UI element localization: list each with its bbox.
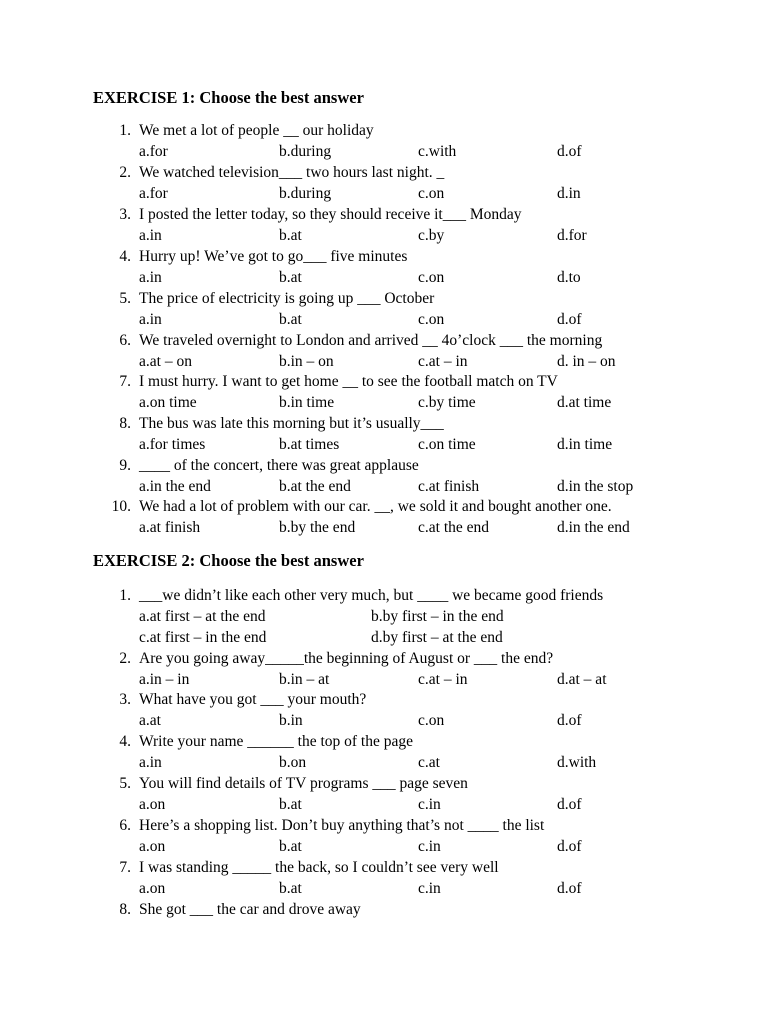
question-text: We traveled overnight to London and arrived __ 4o’clock ___ the morning bbox=[139, 332, 603, 349]
question-number: 5. bbox=[119, 775, 131, 792]
option-c: c.by time bbox=[418, 394, 476, 411]
option-c: c.on bbox=[418, 185, 445, 202]
option-b: b.in – on bbox=[279, 353, 334, 370]
option-a: a.on time bbox=[139, 394, 197, 411]
question-text: I posted the letter today, so they should receive it___ Monday bbox=[139, 206, 522, 223]
question-number: 7. bbox=[119, 859, 131, 876]
question-number: 1. bbox=[119, 587, 131, 604]
question-text: Hurry up! We’ve got to go___ five minutes bbox=[139, 248, 408, 265]
option-c: c.in bbox=[418, 880, 441, 897]
option-b: b.at bbox=[279, 796, 302, 813]
question-number: 3. bbox=[119, 206, 131, 223]
option-d: d.of bbox=[557, 880, 582, 897]
exercise-1-title: EXERCISE 1: Choose the best answer bbox=[93, 88, 364, 107]
option-d: d.of bbox=[557, 143, 582, 160]
option-d: d.in time bbox=[557, 436, 613, 453]
question-number: 2. bbox=[119, 164, 131, 181]
option-b: b.at bbox=[279, 311, 302, 328]
question-text: Are you going away_____the beginning of August or ___ the end? bbox=[139, 650, 554, 667]
option-d: d.of bbox=[557, 838, 582, 855]
option-b: b.in – at bbox=[279, 671, 330, 688]
option-d: d.by first – at the end bbox=[371, 629, 503, 646]
option-a: a.in bbox=[139, 269, 162, 286]
option-d: d.at – at bbox=[557, 671, 607, 688]
option-c: c.at – in bbox=[418, 671, 468, 688]
question-number: 5. bbox=[119, 290, 131, 307]
option-a: a.in – in bbox=[139, 671, 190, 688]
question-number: 9. bbox=[119, 457, 131, 474]
question-number: 7. bbox=[119, 373, 131, 390]
option-a: a.at finish bbox=[139, 519, 201, 536]
option-d: d.at time bbox=[557, 394, 612, 411]
question-text: We watched television___ two hours last night. _ bbox=[139, 164, 445, 181]
option-d: d. in – on bbox=[557, 353, 616, 370]
option-d: d.for bbox=[557, 227, 587, 244]
option-d: d.in bbox=[557, 185, 581, 202]
option-b: b.by the end bbox=[279, 519, 356, 536]
option-b: b.by first – in the end bbox=[371, 608, 504, 625]
option-a: a.for bbox=[139, 143, 168, 160]
question-text: ___we didn’t like each other very much, but ____ we became good friends bbox=[139, 587, 604, 604]
question-number: 2. bbox=[119, 650, 131, 667]
option-d: d.of bbox=[557, 796, 582, 813]
option-d: d.of bbox=[557, 311, 582, 328]
option-c: c.on time bbox=[418, 436, 476, 453]
option-b: b.on bbox=[279, 754, 307, 771]
question-number: 10. bbox=[111, 498, 131, 515]
option-a: a.on bbox=[139, 796, 166, 813]
option-b: b.at bbox=[279, 838, 302, 855]
option-b: b.at times bbox=[279, 436, 340, 453]
option-a: a.at – on bbox=[139, 353, 192, 370]
question-text: I was standing _____ the back, so I couldn’t see very well bbox=[139, 859, 499, 876]
option-d: d.of bbox=[557, 712, 582, 729]
question-number: 6. bbox=[119, 817, 131, 834]
option-b: b.at bbox=[279, 227, 302, 244]
option-d: d.with bbox=[557, 754, 597, 771]
question-text: You will find details of TV programs ___ page seven bbox=[139, 775, 468, 792]
option-d: d.in the end bbox=[557, 519, 630, 536]
question-text: ____ of the concert, there was great applause bbox=[139, 457, 419, 474]
option-c: c.at first – in the end bbox=[139, 629, 267, 646]
question-number: 4. bbox=[119, 733, 131, 750]
exercise-2-title: EXERCISE 2: Choose the best answer bbox=[93, 551, 364, 570]
option-d: d.in the stop bbox=[557, 478, 634, 495]
option-a: a.at bbox=[139, 712, 161, 729]
option-b: b.during bbox=[279, 185, 332, 202]
question-number: 8. bbox=[119, 901, 131, 918]
option-b: b.in bbox=[279, 712, 303, 729]
question-number: 6. bbox=[119, 332, 131, 349]
option-c: c.at the end bbox=[418, 519, 490, 536]
question-text: Here’s a shopping list. Don’t buy anything that’s not ____ the list bbox=[139, 817, 545, 834]
option-c: c.in bbox=[418, 796, 441, 813]
question-number: 8. bbox=[119, 415, 131, 432]
question-number: 1. bbox=[119, 122, 131, 139]
question-text: We had a lot of problem with our car. __, we sold it and bought another one. bbox=[139, 498, 612, 515]
question-text: Write your name ______ the top of the page bbox=[139, 733, 413, 750]
option-c: c.on bbox=[418, 311, 445, 328]
option-a: a.in bbox=[139, 227, 162, 244]
option-c: c.on bbox=[418, 269, 445, 286]
question-text: The bus was late this morning but it’s usually___ bbox=[139, 415, 444, 432]
question-text: We met a lot of people __ our holiday bbox=[139, 122, 374, 139]
option-b: b.at bbox=[279, 269, 302, 286]
option-a: a.in bbox=[139, 754, 162, 771]
option-b: b.in time bbox=[279, 394, 335, 411]
option-a: a.on bbox=[139, 880, 166, 897]
option-a: a.at first – at the end bbox=[139, 608, 266, 625]
option-c: c.at – in bbox=[418, 353, 468, 370]
option-a: a.for bbox=[139, 185, 168, 202]
option-a: a.in bbox=[139, 311, 162, 328]
option-c: c.on bbox=[418, 712, 445, 729]
option-c: c.by bbox=[418, 227, 445, 244]
option-b: b.at bbox=[279, 880, 302, 897]
question-text: What have you got ___ your mouth? bbox=[139, 691, 367, 708]
question-text: I must hurry. I want to get home __ to see the football match on TV bbox=[139, 373, 558, 390]
option-d: d.to bbox=[557, 269, 581, 286]
question-text: She got ___ the car and drove away bbox=[139, 901, 361, 918]
option-c: c.at finish bbox=[418, 478, 480, 495]
question-number: 3. bbox=[119, 691, 131, 708]
option-a: a.in the end bbox=[139, 478, 211, 495]
option-c: c.at bbox=[418, 754, 440, 771]
question-number: 4. bbox=[119, 248, 131, 265]
option-c: c.with bbox=[418, 143, 457, 160]
option-a: a.for times bbox=[139, 436, 206, 453]
option-a: a.on bbox=[139, 838, 166, 855]
question-text: The price of electricity is going up ___ October bbox=[139, 290, 435, 307]
option-b: b.at the end bbox=[279, 478, 351, 495]
option-b: b.during bbox=[279, 143, 332, 160]
option-c: c.in bbox=[418, 838, 441, 855]
